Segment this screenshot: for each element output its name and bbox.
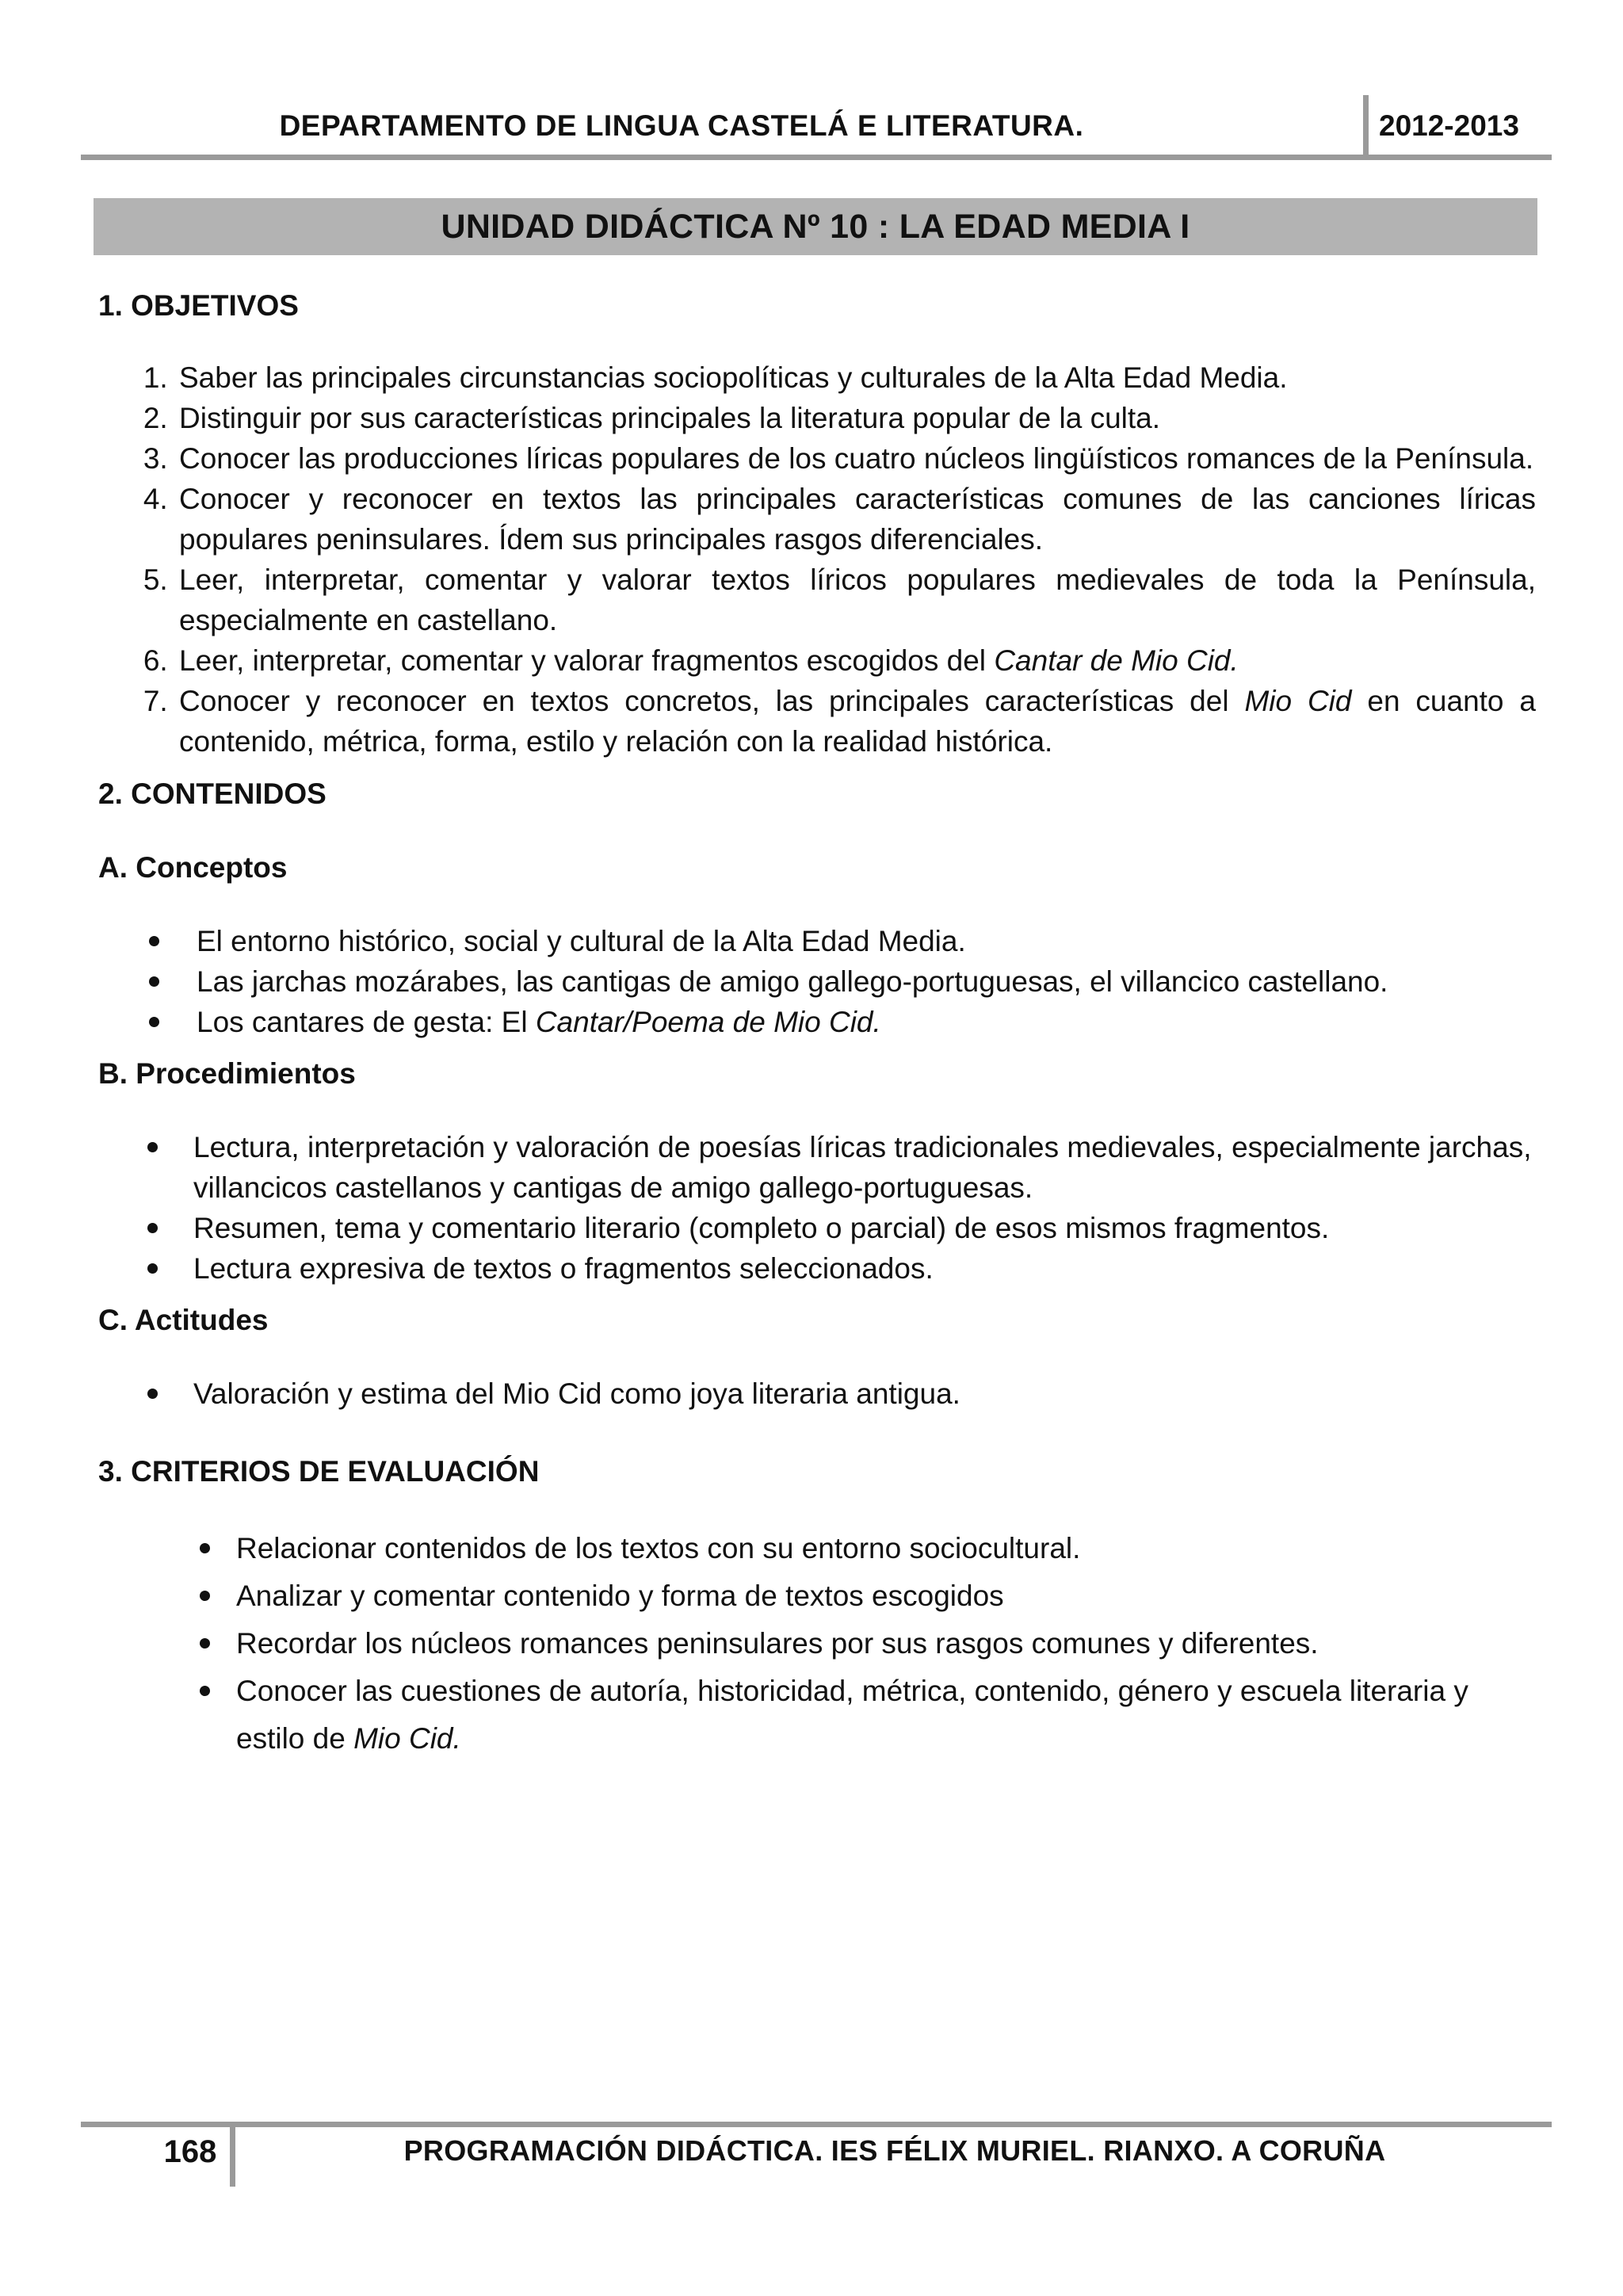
- subheading-conceptos: A. Conceptos: [98, 851, 288, 884]
- procedimiento-item: Resumen, tema y comentario literario (completo o parcial) de esos mismos fragmentos.: [98, 1208, 1536, 1248]
- section-heading-criterios: 3. CRITERIOS DE EVALUACIÓN: [98, 1455, 540, 1488]
- academic-year: 2012-2013: [1379, 109, 1519, 142]
- criterios-list: [98, 1525, 1536, 1763]
- objetivo-item: 2. Distinguir por sus características principales la literatura popular de la culta.: [176, 398, 1536, 438]
- procedimiento-item: Lectura, interpretación y valoración de poesías líricas tradicionales medievales, especialmente jarchas, villancicos castellanos y cantigas de amigo gallego-portuguesas.: [98, 1127, 1536, 1208]
- objetivos-list: [98, 357, 1536, 762]
- document-body: [98, 285, 1536, 1763]
- unit-title-banner: [94, 198, 1537, 255]
- unit-title: UNIDAD DIDÁCTICA Nº 10 : LA EDAD MEDIA I: [441, 207, 1190, 246]
- actitud-item: Valoración y estima del Mio Cid como joya literaria antigua.: [98, 1373, 1536, 1414]
- concepto-item: Los cantares de gesta: El Cantar/Poema de Mio Cid.: [98, 1002, 1536, 1042]
- criterio-item: Analizar y comentar contenido y forma de textos escogidos: [98, 1572, 1536, 1620]
- concepto-item: Las jarchas mozárabes, las cantigas de amigo gallego-portuguesas, el villancico castellano.: [98, 961, 1536, 1002]
- objetivo-item: 7. Conocer y reconocer en textos concretos, las principales características del Mio Cid en cuanto a contenido, métrica, forma, estilo y relación con la realidad histórica.: [176, 681, 1536, 762]
- department-header: DEPARTAMENTO DE LINGUA CASTELÁ E LITERATURA.: [279, 109, 1084, 142]
- section-heading-contenidos: 2. CONTENIDOS: [98, 777, 327, 810]
- objetivo-item: 6. Leer, interpretar, comentar y valorar fragmentos escogidos del Cantar de Mio Cid.: [176, 640, 1536, 681]
- criterio-item: Relacionar contenidos de los textos con su entorno sociocultural.: [98, 1525, 1536, 1572]
- procedimiento-item: Lectura expresiva de textos o fragmentos seleccionados.: [98, 1248, 1536, 1289]
- footer-text: PROGRAMACIÓN DIDÁCTICA. IES FÉLIX MURIEL. RIANXO. A CORUÑA: [403, 2134, 1386, 2167]
- conceptos-list: [98, 921, 1536, 1042]
- subheading-procedimientos: B. Procedimientos: [98, 1057, 356, 1090]
- procedimientos-list: [98, 1127, 1536, 1289]
- actitudes-list: [98, 1373, 1536, 1414]
- objetivo-item: 1. Saber las principales circunstancias sociopolíticas y culturales de la Alta Edad Media.: [176, 357, 1536, 398]
- header-rule: [81, 155, 1552, 160]
- objetivo-item: 4. Conocer y reconocer en textos las principales características comunes de las canciones líricas populares peninsulares. Ídem sus principales rasgos diferenciales.: [176, 479, 1536, 560]
- objetivo-item: 3. Conocer las producciones líricas populares de los cuatro núcleos lingüísticos romances de la Península.: [176, 438, 1536, 479]
- concepto-item: El entorno histórico, social y cultural de la Alta Edad Media.: [98, 921, 1536, 961]
- footer-divider-vertical: [230, 2122, 235, 2187]
- criterio-item: Conocer las cuestiones de autoría, historicidad, métrica, contenido, género y escuela literaria y estilo de Mio Cid.: [98, 1668, 1536, 1763]
- objetivo-item: 5. Leer, interpretar, comentar y valorar textos líricos populares medievales de toda la Península, especialmente en castellano.: [176, 560, 1536, 640]
- subheading-actitudes: C. Actitudes: [98, 1304, 269, 1336]
- criterio-item: Recordar los núcleos romances peninsulares por sus rasgos comunes y diferentes.: [98, 1620, 1536, 1668]
- footer-rule: [81, 2122, 1552, 2127]
- header-divider-vertical: [1363, 95, 1369, 160]
- page-number: 168: [163, 2134, 217, 2169]
- section-heading-objetivos: 1. OBJETIVOS: [98, 289, 299, 322]
